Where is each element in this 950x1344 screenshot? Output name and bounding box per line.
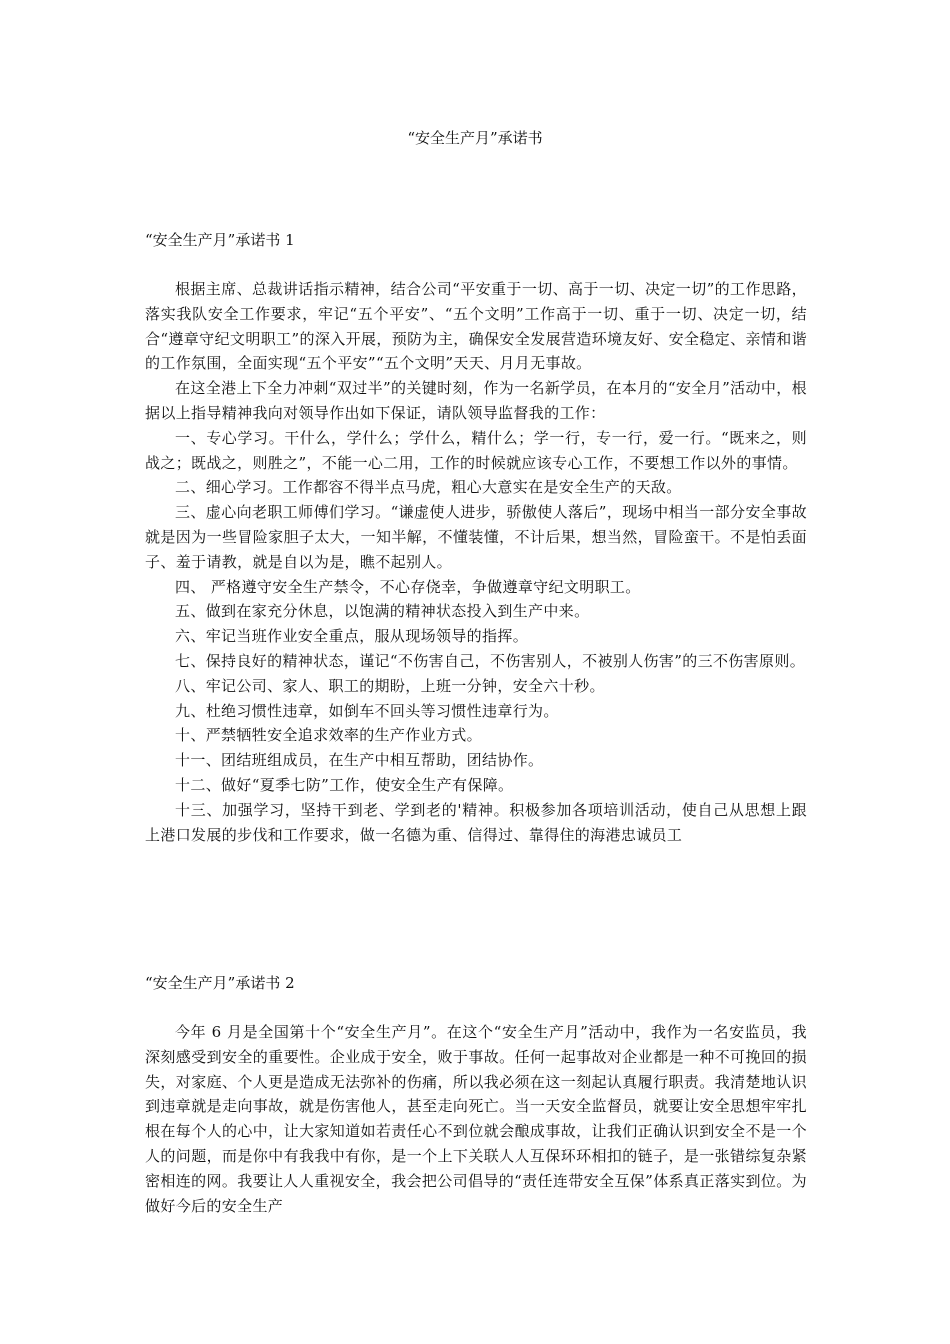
paragraph: 十三、加强学习，坚持干到老、学到老的'精神。积极参加各项培训活动，使自己从思想上跟上港口发展的步伐和工作要求，做一名德为重、信得过、靠得住的海港忠诚员工 [145, 800, 807, 844]
paragraph: 十一、团结班组成员，在生产中相互帮助，团结协作。 [175, 751, 544, 770]
paragraph: 七、保持良好的精神状态，谨记“不伤害自己，不伤害别人，不被别人伤害”的三不伤害原则。 [175, 651, 806, 670]
paragraph: 五、做到在家充分休息，以饱满的精神状态投入到生产中来。 [175, 602, 590, 621]
paragraph: 十、严禁牺牲安全追求效率的生产作业方式。 [175, 726, 483, 745]
paragraph: 九、杜绝习惯性违章，如倒车不回头等习惯性违章行为。 [175, 701, 559, 720]
paragraph: 三、虚心向老职工师傅们学习。“谦虚使人进步，骄傲使人落后”，现场中相当一部分安全事故就是因为一些冒险家胆子太大，一知半解，不懂装懂，不计后果，想当然，冒险蛮干。不是怕丢面子、羞于请教，就是自以为是，瞧不起别人。 [145, 503, 807, 571]
paragraph: 今年 6 月是全国第十个“安全生产月”。在这个“安全生产月”活动中，我作为一名安监员，我深刻感受到安全的重要性。企业成于安全，败于事故。任何一起事故对企业都是一种不可挽回的损失，对家庭、个人更是造成无法弥补的伤痛，所以我必须在这一刻起认真履行职责。我清楚地认识到违章就是走向事故，就是伤害他人，甚至走向死亡。当一天安全监督员，就要让安全思想牢牢扎根在每个人的心中，让大家知道如若责任心不到位就会酿成事故，让我们正确认识到安全不是一个人的问题，而是你中有我我中有你，是一个上下关联人人互保环环相扣的链子，是一张错综复杂紧密相连的网。我要让人人重视安全，我会把公司倡导的“责任连带安全互保”体系真正落实到位。为做好今后的安全生产 [145, 1023, 807, 1215]
paragraph: 在这全港上下全力冲刺“双过半”的关键时刻，作为一名新学员，在本月的“安全月”活动中，根据以上指导精神我向对领导作出如下保证，请队领导监督我的工作： [145, 379, 807, 422]
section-1 [145, 229, 807, 847]
section-heading: “安全生产月”承诺书 2 [145, 974, 295, 992]
paragraph: 二、细心学习。工作都容不得半点马虎，粗心大意实在是安全生产的天敌。 [175, 478, 682, 497]
paragraph: 六、牢记当班作业安全重点，服从现场领导的指挥。 [175, 627, 529, 646]
section-2 [145, 972, 807, 1218]
paragraph: 一、专心学习。干什么，学什么；学什么，精什么；学一行，专一行，爱一行。“既来之，则战之；既战之，则胜之”，不能一心二用，工作的时候就应该专心工作，不要想工作以外的事情。 [145, 428, 807, 472]
paragraph: 根据主席、总裁讲话指示精神，结合公司“平安重于一切、高于一切、决定一切”的工作思路，落实我队安全工作要求，牢记“五个平安”、“五个文明”工作高于一切、重于一切、决定一切，结合“遵章守纪文明职工”的深入开展，预防为主，确保安全发展营造环境友好、安全稳定、亲情和谐的工作氛围，全面实现“五个平安”“五个文明”天天、月月无事故。 [145, 280, 807, 373]
paragraph: 四、 严格遵守安全生产禁令，不心存侥幸，争做遵章守纪文明职工。 [175, 577, 641, 596]
section-heading: “安全生产月”承诺书 1 [145, 231, 295, 249]
paragraph: 十二、做好“夏季七防”工作，使安全生产有保障。 [175, 775, 514, 794]
document-title: “安全生产月”承诺书 [407, 129, 543, 147]
paragraph: 八、牢记公司、家人、职工的期盼，上班一分钟，安全六十秒。 [175, 676, 605, 695]
